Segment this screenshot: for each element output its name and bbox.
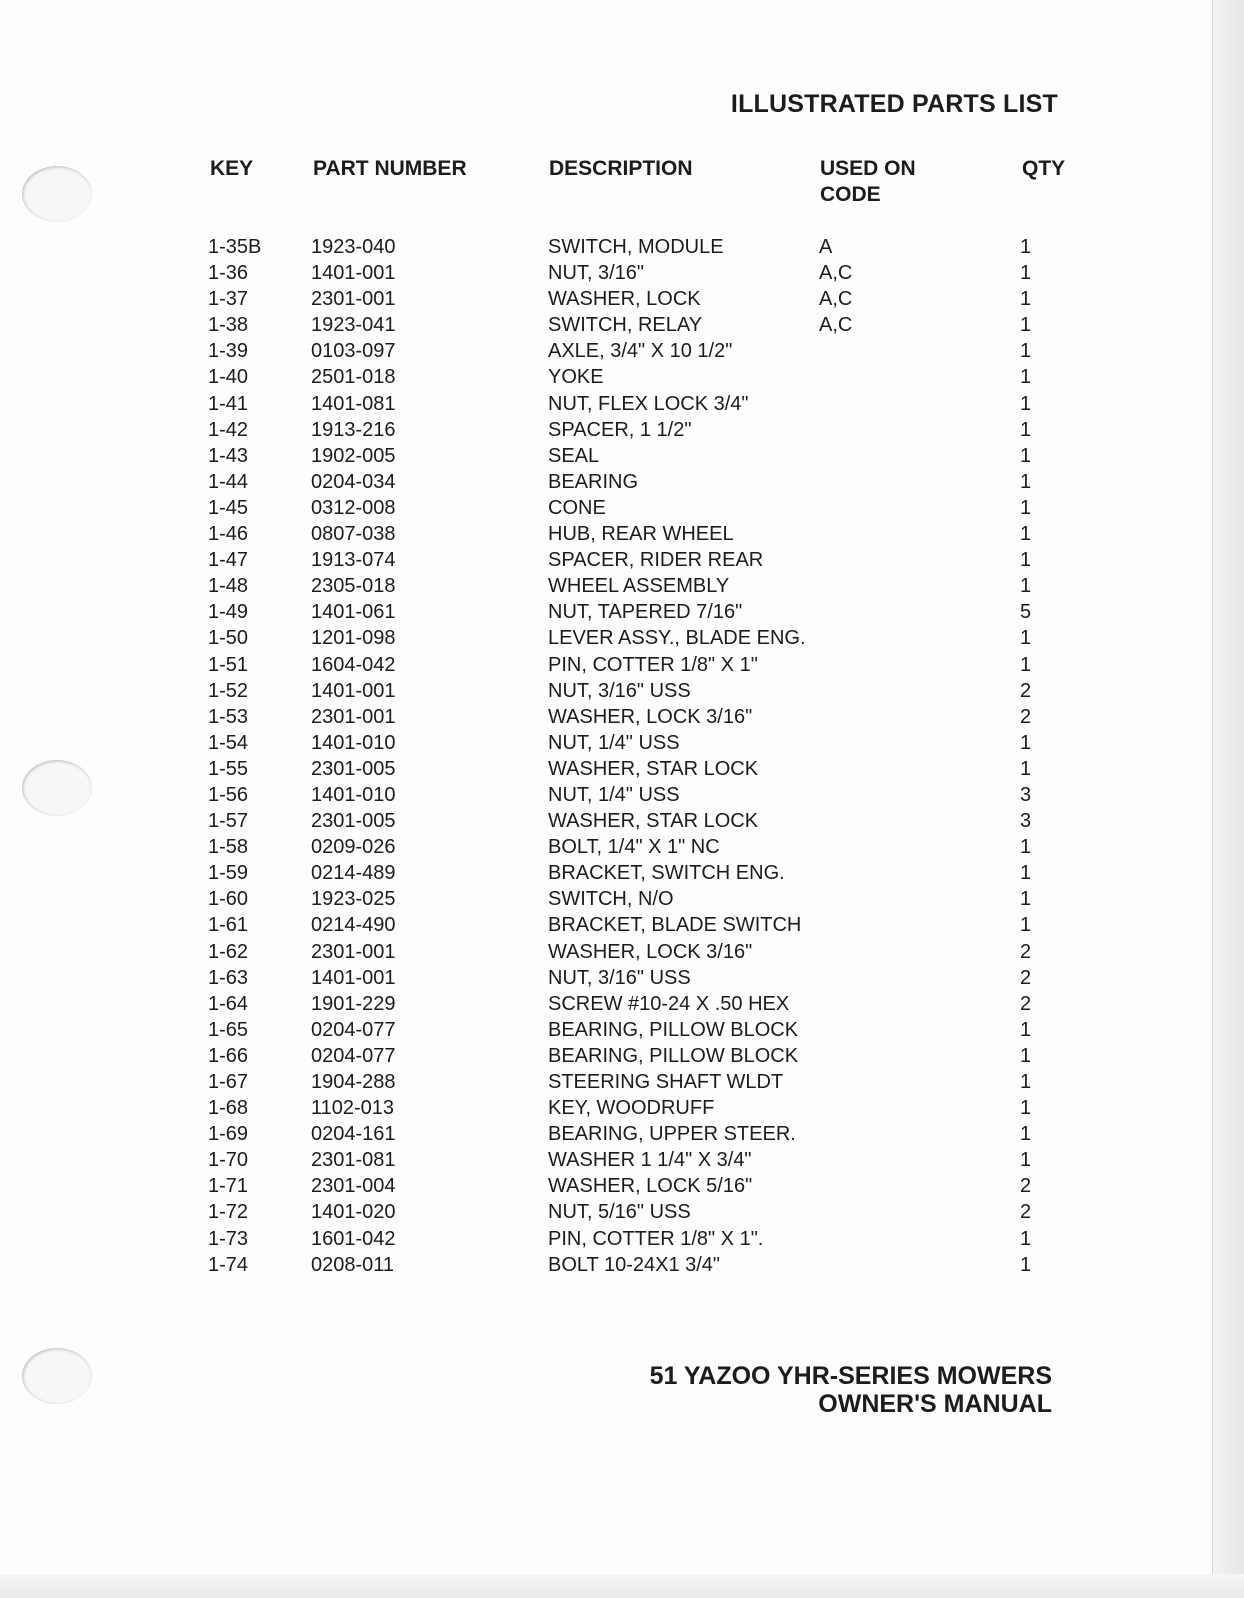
cell-part-number: 2301-001 bbox=[311, 940, 396, 963]
cell-part-number: 2501-018 bbox=[311, 366, 396, 389]
cell-qty: 2 bbox=[1020, 705, 1032, 728]
cell-part-number: 1401-001 bbox=[311, 966, 396, 989]
cell-part-number: 0208-011 bbox=[311, 1253, 395, 1276]
cell-qty: 1 bbox=[1020, 1018, 1032, 1041]
table-row bbox=[0, 417, 1244, 443]
cell-description: NUT, 3/16" USS bbox=[548, 966, 691, 989]
cell-part-number: 1401-010 bbox=[311, 731, 396, 754]
cell-description: WASHER, LOCK bbox=[548, 288, 701, 311]
table-row bbox=[0, 521, 1244, 547]
cell-description: SPACER, 1 1/2" bbox=[548, 418, 692, 441]
cell-description: SWITCH, MODULE bbox=[548, 236, 724, 258]
table-row bbox=[0, 286, 1244, 312]
cell-key: 1-58 bbox=[208, 836, 249, 859]
cell-part-number: 0209-026 bbox=[311, 836, 396, 859]
cell-description: BEARING, PILLOW BLOCK bbox=[548, 1018, 799, 1041]
cell-part-number: 1923-025 bbox=[311, 888, 396, 911]
cell-description: YOKE bbox=[548, 366, 604, 389]
table-row bbox=[0, 652, 1244, 678]
cell-key: 1-65 bbox=[208, 1018, 249, 1041]
cell-qty: 2 bbox=[1020, 679, 1032, 702]
cell-key: 1-36 bbox=[208, 262, 249, 285]
table-row bbox=[0, 860, 1244, 886]
cell-key: 1-57 bbox=[208, 810, 249, 833]
table-row bbox=[0, 573, 1244, 599]
table-row bbox=[0, 1226, 1244, 1252]
table-row bbox=[0, 1043, 1244, 1069]
table-row bbox=[0, 912, 1244, 938]
cell-key: 1-55 bbox=[208, 757, 249, 780]
cell-part-number: 1923-041 bbox=[311, 314, 396, 337]
cell-key: 1-44 bbox=[208, 470, 249, 493]
cell-key: 1-38 bbox=[208, 314, 249, 337]
table-row bbox=[0, 834, 1244, 860]
table-row bbox=[0, 469, 1244, 495]
cell-description: HUB, REAR WHEEL bbox=[548, 523, 734, 546]
page-title: ILLUSTRATED PARTS LIST bbox=[730, 90, 1058, 118]
cell-qty: 1 bbox=[1020, 340, 1032, 363]
cell-description: NUT, 1/4" USS bbox=[548, 783, 680, 806]
cell-description: SPACER, RIDER REAR bbox=[548, 549, 764, 572]
cell-part-number: 1401-020 bbox=[311, 1201, 396, 1224]
footer-manual-title: 51 YAZOO YHR-SERIES MOWERS bbox=[649, 1362, 1052, 1390]
cell-key: 1-47 bbox=[208, 549, 249, 572]
cell-qty: 2 bbox=[1020, 1175, 1032, 1198]
cell-description: NUT, 5/16" USS bbox=[548, 1201, 691, 1224]
cell-description: PIN, COTTER 1/8" X 1" bbox=[548, 653, 758, 676]
cell-qty: 1 bbox=[1020, 1227, 1032, 1250]
cell-used-on-code: A bbox=[819, 236, 833, 258]
table-row bbox=[0, 599, 1244, 625]
table-row bbox=[0, 991, 1244, 1017]
table-row bbox=[0, 1173, 1244, 1199]
table-row bbox=[0, 443, 1244, 469]
parts-table bbox=[0, 234, 1244, 1278]
cell-description: SWITCH, N/O bbox=[548, 888, 674, 911]
cell-description: SEAL bbox=[548, 444, 600, 467]
cell-qty: 1 bbox=[1020, 1097, 1032, 1120]
table-row bbox=[0, 1017, 1244, 1043]
table-row bbox=[0, 364, 1244, 390]
column-header-part-number: PART NUMBER bbox=[313, 157, 467, 180]
table-row bbox=[0, 234, 1244, 260]
table-row bbox=[0, 338, 1244, 364]
cell-description: BEARING, UPPER STEER. bbox=[548, 1123, 796, 1146]
cell-description: BRACKET, BLADE SWITCH bbox=[548, 914, 802, 937]
cell-description: WASHER, STAR LOCK bbox=[548, 757, 759, 780]
cell-qty: 1 bbox=[1020, 888, 1032, 911]
table-row bbox=[0, 1121, 1244, 1147]
column-header-description: DESCRIPTION bbox=[549, 157, 693, 180]
footer-manual-subtitle: OWNER'S MANUAL bbox=[818, 1390, 1052, 1418]
cell-key: 1-37 bbox=[208, 288, 249, 311]
cell-key: 1-43 bbox=[208, 444, 249, 467]
cell-description: SCREW #10-24 X .50 HEX bbox=[548, 992, 790, 1015]
cell-key: 1-45 bbox=[208, 496, 249, 519]
cell-part-number: 2301-081 bbox=[311, 1149, 396, 1172]
cell-qty: 1 bbox=[1020, 496, 1032, 519]
cell-key: 1-35B bbox=[208, 236, 262, 258]
cell-key: 1-70 bbox=[208, 1149, 249, 1172]
cell-description: NUT, FLEX LOCK 3/4" bbox=[548, 392, 749, 415]
table-row bbox=[0, 391, 1244, 417]
cell-key: 1-74 bbox=[208, 1253, 249, 1276]
cell-description: LEVER ASSY., BLADE ENG. bbox=[548, 627, 806, 650]
cell-qty: 2 bbox=[1020, 1201, 1032, 1224]
cell-qty: 1 bbox=[1020, 575, 1032, 598]
cell-key: 1-61 bbox=[208, 914, 249, 937]
cell-part-number: 2301-001 bbox=[311, 705, 396, 728]
cell-description: WASHER, LOCK 3/16" bbox=[548, 705, 753, 728]
cell-part-number: 0204-077 bbox=[311, 1018, 396, 1041]
cell-description: BOLT, 1/4" X 1" NC bbox=[548, 836, 720, 859]
table-row bbox=[0, 495, 1244, 521]
cell-key: 1-56 bbox=[208, 783, 249, 806]
cell-key: 1-62 bbox=[208, 940, 249, 963]
cell-part-number: 2301-001 bbox=[311, 288, 396, 311]
cell-used-on-code: A,C bbox=[819, 288, 853, 311]
cell-part-number: 0312-008 bbox=[311, 496, 396, 519]
cell-part-number: 1102-013 bbox=[311, 1097, 395, 1120]
cell-key: 1-50 bbox=[208, 627, 249, 650]
cell-key: 1-60 bbox=[208, 888, 249, 911]
cell-description: BEARING, PILLOW BLOCK bbox=[548, 1044, 799, 1067]
cell-part-number: 1604-042 bbox=[311, 653, 396, 676]
page-bottom-shadow bbox=[0, 1574, 1244, 1598]
cell-description: SWITCH, RELAY bbox=[548, 314, 703, 337]
cell-part-number: 1401-081 bbox=[311, 392, 396, 415]
table-row bbox=[0, 782, 1244, 808]
cell-part-number: 0204-077 bbox=[311, 1044, 396, 1067]
cell-qty: 2 bbox=[1020, 940, 1032, 963]
cell-key: 1-73 bbox=[208, 1227, 249, 1250]
cell-description: BOLT 10-24X1 3/4" bbox=[548, 1253, 721, 1276]
cell-qty: 1 bbox=[1020, 549, 1032, 572]
cell-description: NUT, 3/16" bbox=[548, 262, 645, 285]
cell-key: 1-72 bbox=[208, 1201, 249, 1224]
cell-part-number: 0807-038 bbox=[311, 523, 396, 546]
cell-description: WASHER, LOCK 5/16" bbox=[548, 1175, 753, 1198]
cell-key: 1-64 bbox=[208, 992, 249, 1015]
cell-description: PIN, COTTER 1/8" X 1". bbox=[548, 1227, 764, 1250]
table-row bbox=[0, 1069, 1244, 1095]
cell-part-number: 1401-001 bbox=[311, 679, 396, 702]
table-row bbox=[0, 808, 1244, 834]
table-row bbox=[0, 1252, 1244, 1278]
cell-description: WHEEL ASSEMBLY bbox=[548, 575, 730, 598]
column-header-key: KEY bbox=[210, 157, 254, 180]
cell-part-number: 2301-005 bbox=[311, 810, 396, 833]
table-row bbox=[0, 886, 1244, 912]
cell-part-number: 1401-010 bbox=[311, 783, 396, 806]
table-row bbox=[0, 704, 1244, 730]
cell-qty: 1 bbox=[1020, 1123, 1032, 1146]
binder-hole bbox=[22, 1348, 92, 1404]
cell-key: 1-40 bbox=[208, 366, 249, 389]
table-row bbox=[0, 1199, 1244, 1225]
cell-qty: 1 bbox=[1020, 914, 1032, 937]
cell-qty: 1 bbox=[1020, 236, 1032, 258]
cell-part-number: 0204-161 bbox=[311, 1123, 396, 1146]
table-row bbox=[0, 678, 1244, 704]
cell-used-on-code: A,C bbox=[819, 314, 853, 337]
binder-hole bbox=[22, 166, 92, 222]
cell-description: KEY, WOODRUFF bbox=[548, 1097, 715, 1120]
cell-qty: 1 bbox=[1020, 1071, 1032, 1093]
table-row bbox=[0, 260, 1244, 286]
cell-key: 1-52 bbox=[208, 679, 249, 702]
cell-part-number: 1601-042 bbox=[311, 1227, 396, 1250]
table-row bbox=[0, 965, 1244, 991]
cell-qty: 1 bbox=[1020, 444, 1032, 467]
cell-key: 1-66 bbox=[208, 1044, 249, 1067]
cell-qty: 3 bbox=[1020, 810, 1032, 833]
table-row bbox=[0, 939, 1244, 965]
table-row bbox=[0, 547, 1244, 573]
cell-qty: 1 bbox=[1020, 288, 1032, 311]
cell-key: 1-63 bbox=[208, 966, 249, 989]
cell-qty: 1 bbox=[1020, 836, 1032, 859]
cell-description: WASHER 1 1/4" X 3/4" bbox=[548, 1149, 752, 1172]
cell-key: 1-67 bbox=[208, 1071, 249, 1093]
cell-qty: 1 bbox=[1020, 523, 1032, 546]
cell-qty: 1 bbox=[1020, 262, 1032, 285]
cell-part-number: 1913-216 bbox=[311, 418, 396, 441]
cell-part-number: 0214-489 bbox=[311, 862, 396, 885]
cell-part-number: 0103-097 bbox=[311, 340, 396, 363]
cell-key: 1-39 bbox=[208, 340, 249, 363]
cell-key: 1-49 bbox=[208, 601, 249, 624]
cell-qty: 1 bbox=[1020, 653, 1032, 676]
cell-description: WASHER, STAR LOCK bbox=[548, 810, 759, 833]
cell-key: 1-42 bbox=[208, 418, 249, 441]
cell-part-number: 1201-098 bbox=[311, 627, 396, 650]
cell-used-on-code: A,C bbox=[819, 262, 853, 285]
cell-description: BRACKET, SWITCH ENG. bbox=[548, 862, 785, 885]
table-row bbox=[0, 730, 1244, 756]
cell-key: 1-54 bbox=[208, 731, 249, 754]
table-row bbox=[0, 1147, 1244, 1173]
cell-qty: 1 bbox=[1020, 1253, 1032, 1276]
cell-qty: 5 bbox=[1020, 601, 1032, 624]
cell-description: WASHER, LOCK 3/16" bbox=[548, 940, 753, 963]
cell-key: 1-51 bbox=[208, 653, 249, 676]
cell-qty: 1 bbox=[1020, 392, 1032, 415]
table-row bbox=[0, 1095, 1244, 1121]
cell-key: 1-71 bbox=[208, 1175, 249, 1198]
cell-description: NUT, 3/16" USS bbox=[548, 679, 691, 702]
cell-qty: 2 bbox=[1020, 966, 1032, 989]
cell-description: CONE bbox=[548, 496, 606, 519]
cell-description: AXLE, 3/4" X 10 1/2" bbox=[548, 340, 733, 363]
cell-qty: 3 bbox=[1020, 783, 1032, 806]
cell-qty: 1 bbox=[1020, 366, 1032, 389]
cell-qty: 1 bbox=[1020, 862, 1032, 885]
cell-qty: 1 bbox=[1020, 627, 1032, 650]
cell-qty: 1 bbox=[1020, 314, 1032, 337]
cell-key: 1-53 bbox=[208, 705, 249, 728]
column-header-qty: QTY bbox=[1022, 157, 1066, 180]
cell-qty: 1 bbox=[1020, 731, 1032, 754]
cell-description: STEERING SHAFT WLDT bbox=[548, 1071, 784, 1093]
cell-key: 1-68 bbox=[208, 1097, 249, 1120]
cell-key: 1-46 bbox=[208, 523, 249, 546]
cell-part-number: 1904-288 bbox=[311, 1071, 396, 1093]
cell-part-number: 1923-040 bbox=[311, 236, 396, 258]
cell-qty: 1 bbox=[1020, 470, 1032, 493]
table-row bbox=[0, 312, 1244, 338]
cell-qty: 1 bbox=[1020, 1149, 1032, 1172]
cell-part-number: 0204-034 bbox=[311, 470, 396, 493]
cell-description: BEARING bbox=[548, 470, 639, 493]
cell-qty: 2 bbox=[1020, 992, 1032, 1015]
cell-key: 1-69 bbox=[208, 1123, 249, 1146]
cell-qty: 1 bbox=[1020, 1044, 1032, 1067]
table-row bbox=[0, 756, 1244, 782]
cell-part-number: 1401-061 bbox=[311, 601, 396, 624]
cell-qty: 1 bbox=[1020, 418, 1032, 441]
cell-part-number: 1902-005 bbox=[311, 444, 396, 467]
cell-part-number: 2301-005 bbox=[311, 757, 396, 780]
column-header-used-on-code: USED ON CODE bbox=[820, 157, 916, 206]
cell-part-number: 1401-001 bbox=[311, 262, 396, 285]
table-row bbox=[0, 625, 1244, 651]
cell-key: 1-41 bbox=[208, 392, 249, 415]
cell-part-number: 0214-490 bbox=[311, 914, 396, 937]
cell-description: NUT, TAPERED 7/16" bbox=[548, 601, 743, 624]
cell-part-number: 1913-074 bbox=[311, 549, 396, 572]
cell-part-number: 2301-004 bbox=[311, 1175, 396, 1198]
cell-key: 1-59 bbox=[208, 862, 249, 885]
cell-part-number: 1901-229 bbox=[311, 992, 396, 1015]
cell-key: 1-48 bbox=[208, 575, 249, 598]
cell-qty: 1 bbox=[1020, 757, 1032, 780]
cell-part-number: 2305-018 bbox=[311, 575, 396, 598]
cell-description: NUT, 1/4" USS bbox=[548, 731, 680, 754]
